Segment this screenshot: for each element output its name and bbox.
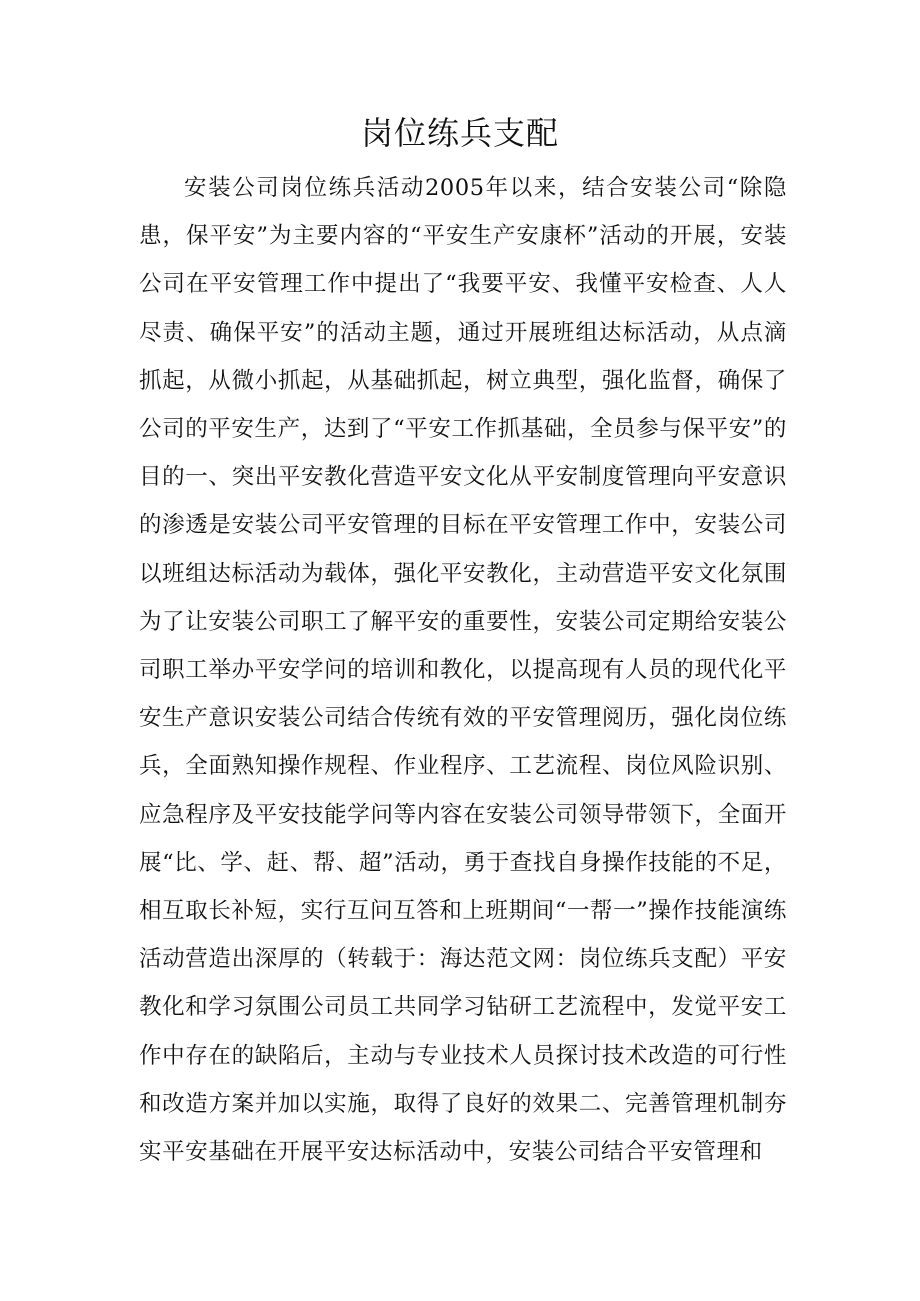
document-body-paragraph: 安装公司岗位练兵活动2005年以来，结合安装公司“除隐患，保平安”为主要内容的“平安生产安康杯”活动的开展，安装公司在平安管理工作中提出了“我要平安、我懂平安检查、人人尽责、确保平安”的活动主题，通过开展班组达标活动，从点滴抓起，从微小抓起，从基础抓起，树立典型，强化监督，确保了公司的平安生产，达到了“平安工作抓基础，全员参与保平安”的目的一、突出平安教化营造平安文化从平安制度管理向平安意识的渗透是安装公司平安管理的目标在平安管理工作中，安装公司以班组达标活动为载体，强化平安教化，主动营造平安文化氛围为了让安装公司职工了解平安的重要性，安装公司定期给安装公司职工举办平安学问的培训和教化，以提高现有人员的现代化平安生产意识安装公司结合传统有效的平安管理阅历，强化岗位练兵，全面熟知操作规程、作业程序、工艺流程、岗位风险识别、应急程序及平安技能学问等内容在安装公司领导带领下，全面开展“比、学、赶、帮、超”活动，勇于查找自身操作技能的不足，相互取长补短，实行互问互答和上班期间“一帮一”操作技能演练活动营造出深厚的（转载于：海达范文网：岗位练兵支配）平安教化和学习氛围公司员工共同学习钻研工艺流程中，发觉平安工作中存在的缺陷后，主动与专业技术人员探讨技术改造的可行性和改造方案并加以实施，取得了良好的效果二、完善管理机制夯实平安基础在开展平安达标活动中，安装公司结合平安管理和 [139,175,787,1166]
document-title: 岗位练兵支配 [360,114,559,152]
